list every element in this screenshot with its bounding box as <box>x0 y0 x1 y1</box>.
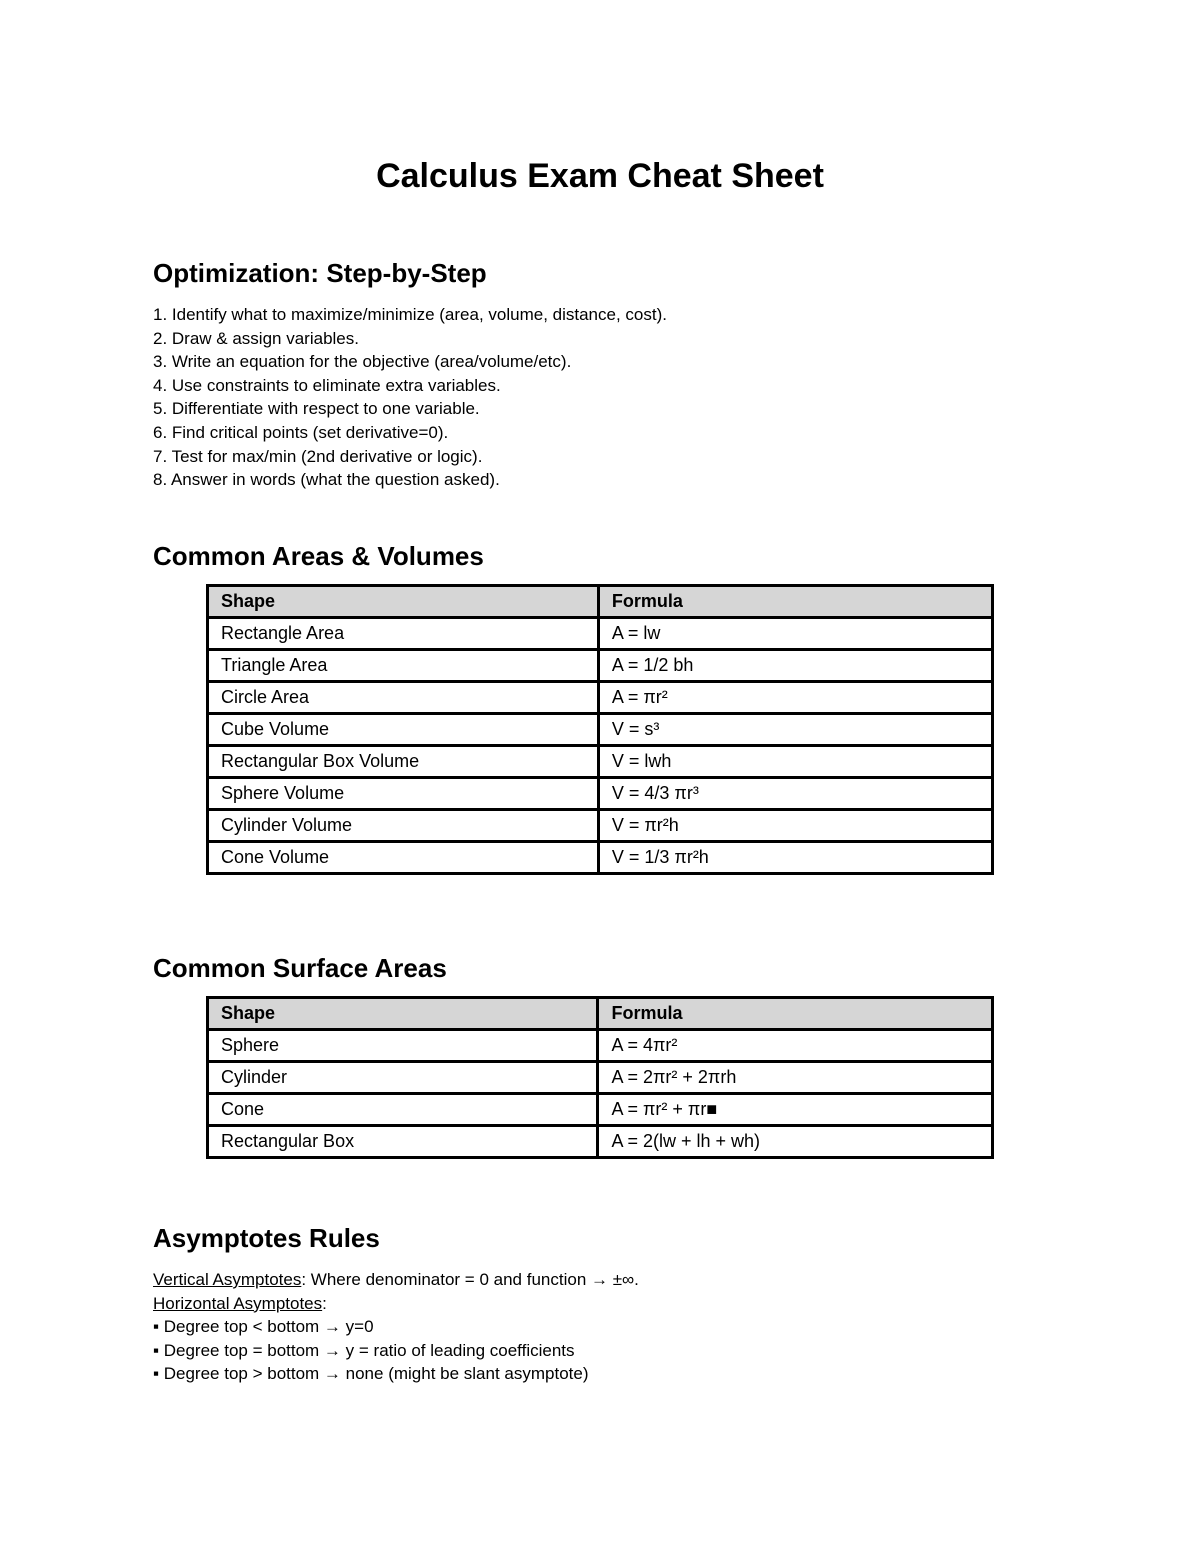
vertical-asymptotes-text: : Where denominator = 0 and function → ±∞. <box>301 1270 639 1289</box>
optimization-step: 7. Test for max/min (2nd derivative or logic). <box>153 446 483 466</box>
table-row <box>208 1126 993 1158</box>
areas-volumes-heading: Common Areas & Volumes <box>153 541 484 571</box>
table-row <box>208 842 993 874</box>
table-header-row <box>208 998 993 1030</box>
shape-cell: Cylinder Volume <box>208 810 599 842</box>
column-header-formula: Formula <box>598 586 992 618</box>
horizontal-rule-bullet: ▪ Degree top < bottom → y=0 <box>153 1317 374 1337</box>
vertical-asymptotes-label: Vertical Asymptotes <box>153 1270 302 1289</box>
table-row <box>208 778 993 810</box>
formula-cell: V = lwh <box>598 746 992 778</box>
formula-cell: A = 4πr² <box>598 1030 993 1062</box>
formula-cell: V = 4/3 πr³ <box>598 778 992 810</box>
optimization-steps-list <box>153 303 667 492</box>
formula-cell: A = 1/2 bh <box>598 650 992 682</box>
column-header-formula: Formula <box>598 998 993 1030</box>
shape-cell: Rectangular Box <box>208 1126 598 1158</box>
table-row <box>208 650 993 682</box>
formula-cell: V = s³ <box>598 714 992 746</box>
formula-cell: A = 2πr² + 2πrh <box>598 1062 993 1094</box>
formula-cell: A = πr² <box>598 682 992 714</box>
optimization-step: 6. Find critical points (set derivative=0). <box>153 422 449 442</box>
optimization-step: 2. Draw & assign variables. <box>153 328 359 348</box>
horizontal-asymptotes-label: Horizontal Asymptotes <box>153 1293 323 1313</box>
horizontal-asymptotes-suffix: : <box>322 1293 327 1313</box>
surface-areas-table <box>206 996 994 1159</box>
horizontal-rule-bullet: ▪ Degree top = bottom → y = ratio of leading coefficients <box>153 1340 575 1360</box>
shape-cell: Triangle Area <box>208 650 599 682</box>
shape-cell: Cone Volume <box>208 842 599 874</box>
shape-cell: Rectangular Box Volume <box>208 746 599 778</box>
shape-cell: Cone <box>208 1094 598 1126</box>
optimization-heading: Optimization: Step-by-Step <box>153 258 487 288</box>
shape-cell: Cube Volume <box>208 714 599 746</box>
table-row <box>208 1030 993 1062</box>
page-title: Calculus Exam Cheat Sheet <box>376 157 824 195</box>
table-row <box>208 714 993 746</box>
formula-cell: A = πr² + πr■ <box>598 1094 993 1126</box>
optimization-step: 5. Differentiate with respect to one variable. <box>153 399 480 419</box>
shape-cell: Sphere Volume <box>208 778 599 810</box>
optimization-step: 4. Use constraints to eliminate extra variables. <box>153 375 501 395</box>
table-row <box>208 1094 993 1126</box>
asymptotes-heading: Asymptotes Rules <box>153 1223 380 1253</box>
shape-cell: Circle Area <box>208 682 599 714</box>
shape-cell: Rectangle Area <box>208 618 599 650</box>
asymptotes-rules <box>153 1268 639 1386</box>
formula-cell: V = 1/3 πr²h <box>598 842 992 874</box>
optimization-step: 1. Identify what to maximize/minimize (area, volume, distance, cost). <box>153 305 667 324</box>
optimization-step: 3. Write an equation for the objective (area/volume/etc). <box>153 352 572 372</box>
table-row <box>208 682 993 714</box>
table-row <box>208 810 993 842</box>
formula-cell: A = lw <box>598 618 992 650</box>
table-row <box>208 1062 993 1094</box>
vertical-asymptotes-line <box>153 1268 639 1292</box>
column-header-shape: Shape <box>208 998 598 1030</box>
optimization-step: 8. Answer in words (what the question asked). <box>153 470 500 490</box>
column-header-shape: Shape <box>208 586 599 618</box>
horizontal-asymptotes-line <box>153 1292 639 1316</box>
surface-areas-heading: Common Surface Areas <box>153 953 447 983</box>
table-header-row <box>208 586 993 618</box>
table-row <box>208 746 993 778</box>
table-row <box>208 618 993 650</box>
formula-cell: V = πr²h <box>598 810 992 842</box>
horizontal-rule-bullet: ▪ Degree top > bottom → none (might be slant asymptote) <box>153 1364 589 1384</box>
formula-cell: A = 2(lw + lh + wh) <box>598 1126 993 1158</box>
shape-cell: Cylinder <box>208 1062 598 1094</box>
areas-volumes-table <box>206 584 994 875</box>
shape-cell: Sphere <box>208 1030 598 1062</box>
